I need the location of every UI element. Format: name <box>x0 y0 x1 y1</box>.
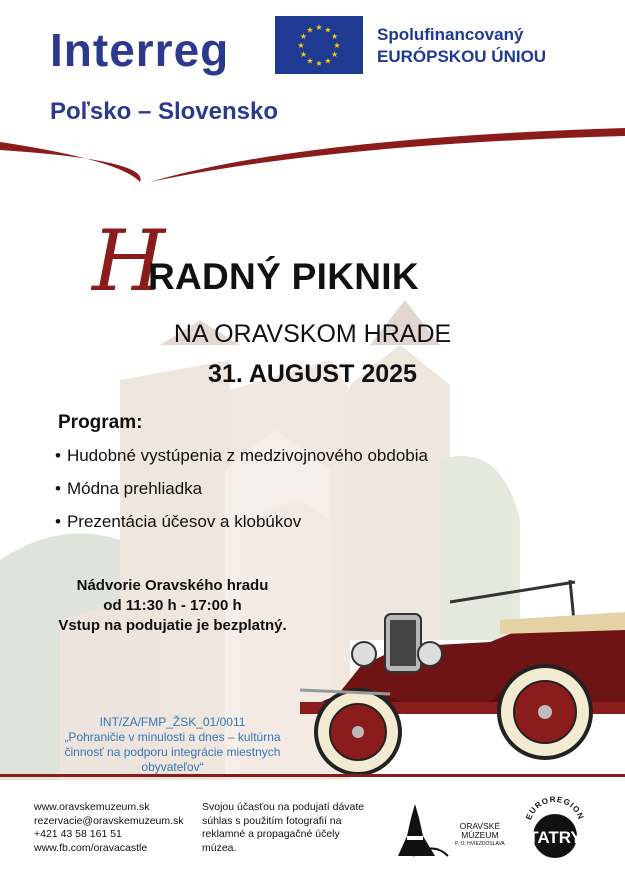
email-link[interactable]: rezervacie@oravskemuzeum.sk <box>34 814 184 827</box>
eu-star-icon: ★ <box>324 25 332 35</box>
facebook-link[interactable]: www.fb.com/oravacastle <box>34 841 148 854</box>
eu-star-icon: ★ <box>297 41 305 50</box>
phone-number[interactable]: +421 43 58 161 51 <box>34 828 122 840</box>
photo-consent-note <box>202 801 382 855</box>
eu-label-line1: Spolufinancovaný <box>377 25 524 44</box>
event-date: 31. AUGUST 2025 <box>208 360 417 388</box>
venue-info <box>40 576 305 636</box>
eu-star-icon: ★ <box>315 23 323 32</box>
consent-line: súhlas s použitím fotografií na <box>202 814 342 827</box>
consent-line: múzea. <box>202 841 237 854</box>
venue-admission: Vstup na podujatie je bezplatný. <box>58 617 287 634</box>
decorative-swoosh <box>0 120 625 190</box>
venue-location: Nádvorie Oravského hradu <box>76 577 269 594</box>
consent-line: Svojou účasťou na podujatí dávate <box>202 801 365 813</box>
interreg-logo: Interreg <box>50 24 230 76</box>
footer-divider <box>0 774 625 777</box>
museum-name-line1: ORAVSKÉ <box>459 821 501 831</box>
program-item: • Prezentácia účesov a klobúkov <box>55 508 428 541</box>
eu-star-icon: ★ <box>299 50 307 59</box>
euroregion-label: EUROREGION <box>524 794 586 822</box>
eu-label-line2: EURÓPSKOU ÚNIOU <box>377 47 547 66</box>
vintage-car-illustration <box>300 572 625 787</box>
contact-block <box>34 801 184 855</box>
project-title-line: „Pohraničie v minulosti a dnes – kultúrna <box>64 730 281 744</box>
eu-star-icon: ★ <box>299 32 307 41</box>
eu-flag-icon <box>275 16 363 74</box>
event-subtitle: NA ORAVSKOM HRADE <box>173 320 452 348</box>
project-title-line: činnosť na podporu integrácie miestnych <box>64 745 281 759</box>
program-heading: Program: <box>58 412 143 433</box>
euroregion-tatry-logo <box>520 792 590 862</box>
eu-star-icon: ★ <box>306 56 314 66</box>
program-list <box>55 442 428 541</box>
region-label: Poľsko – Slovensko <box>50 98 278 125</box>
museum-name <box>455 822 505 849</box>
consent-line: reklamné a propagačné účely <box>202 828 340 840</box>
euroregion-name: TATRY <box>528 828 582 847</box>
museum-name-line2: MÚZEUM <box>461 830 499 840</box>
event-title: RADNÝ PIKNIK <box>148 256 419 297</box>
eu-star-icon: ★ <box>331 50 339 59</box>
program-item: • Módna prehliadka <box>55 475 428 508</box>
eu-star-icon: ★ <box>306 25 314 35</box>
eu-cofinance-label <box>377 24 546 68</box>
project-code: INT/ZA/FMP_ŽSK_01/0011 <box>99 715 246 729</box>
eu-star-icon: ★ <box>315 59 323 68</box>
eu-star-icon: ★ <box>324 56 332 66</box>
project-title-line: obyvateľov“ <box>141 760 204 774</box>
eu-star-icon: ★ <box>333 41 341 50</box>
title-script-initial: H <box>92 212 166 310</box>
museum-name-line3: P. O. HVIEZDOSLAVA <box>455 841 505 847</box>
project-info <box>40 715 305 775</box>
eu-star-icon: ★ <box>331 32 339 41</box>
venue-hours: od 11:30 h - 17:00 h <box>103 597 242 614</box>
website-link[interactable]: www.oravskemuzeum.sk <box>34 801 150 813</box>
program-item: • Hudobné vystúpenia z medzivojnového obdobia <box>55 442 428 475</box>
